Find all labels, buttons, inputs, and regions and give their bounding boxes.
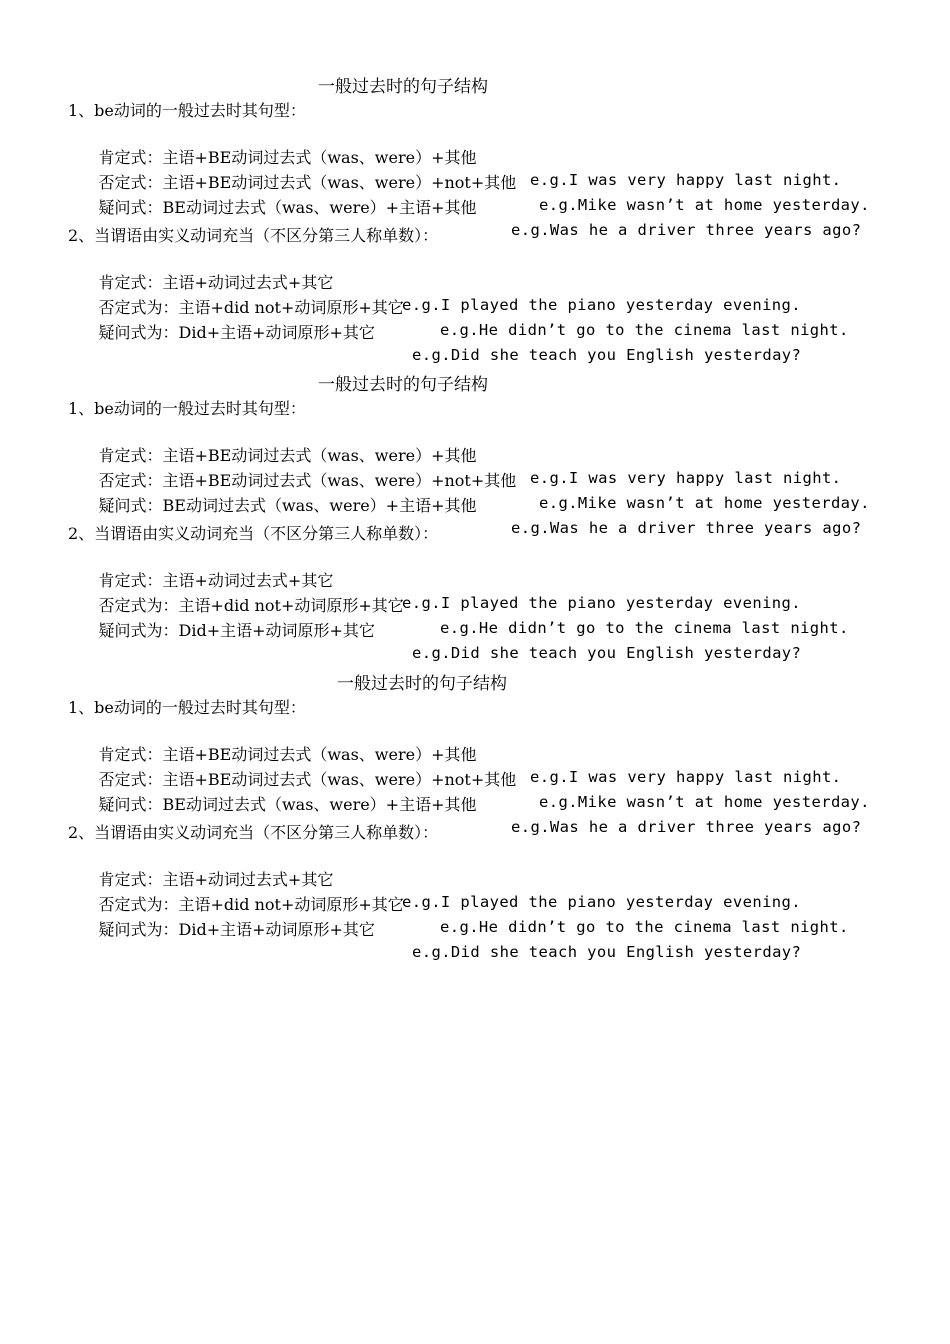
rule-text: 肯定式：主语+动词过去式+其它 xyxy=(98,571,334,590)
rule-text: 否定式：主语+BE动词过去式（was、were）+not+其他 xyxy=(98,770,517,789)
part1-heading: 1、be动词的一般过去时其句型： xyxy=(68,399,306,418)
example-text: e.g.Mike wasn’t at home yesterday. xyxy=(539,196,870,214)
part1-heading: 1、be动词的一般过去时其句型： xyxy=(68,101,306,120)
rule-text: 肯定式：主语+动词过去式+其它 xyxy=(98,870,334,889)
rule-text: 否定式：主语+BE动词过去式（was、were）+not+其他 xyxy=(98,173,517,192)
part2-heading: 2、当谓语由实义动词充当（不区分第三人称单数）： xyxy=(68,226,439,245)
example-text: e.g.He didn’t go to the cinema last night. xyxy=(440,321,849,339)
example-text: e.g.I played the piano yesterday evening. xyxy=(402,893,802,911)
rule-text: 否定式为：主语+did not+动词原形+其它 xyxy=(98,596,404,615)
example-text: e.g.I was very happy last night. xyxy=(530,469,842,487)
rule-text: 肯定式：主语+BE动词过去式（was、were）+其他 xyxy=(98,745,477,764)
example-text: e.g.Was he a driver three years ago? xyxy=(511,221,862,239)
example-text: e.g.Did she teach you English yesterday? xyxy=(412,943,802,961)
part2-heading: 2、当谓语由实义动词充当（不区分第三人称单数）： xyxy=(68,524,439,543)
rule-text: 疑问式为：Did+主语+动词原形+其它 xyxy=(98,323,375,342)
rule-text: 肯定式：主语+BE动词过去式（was、were）+其他 xyxy=(98,148,477,167)
part1-heading: 1、be动词的一般过去时其句型： xyxy=(68,698,306,717)
rule-text: 否定式为：主语+did not+动词原形+其它 xyxy=(98,895,404,914)
example-text: e.g.I was very happy last night. xyxy=(530,768,842,786)
rule-text: 疑问式：BE动词过去式（was、were）+主语+其他 xyxy=(98,496,477,515)
example-text: e.g.He didn’t go to the cinema last night. xyxy=(440,918,849,936)
rule-text: 否定式为：主语+did not+动词原形+其它 xyxy=(98,298,404,317)
rule-text: 疑问式为：Did+主语+动词原形+其它 xyxy=(98,920,375,939)
rule-text: 肯定式：主语+动词过去式+其它 xyxy=(98,273,334,292)
rule-text: 肯定式：主语+BE动词过去式（was、were）+其他 xyxy=(98,446,477,465)
example-text: e.g.Did she teach you English yesterday? xyxy=(412,346,802,364)
example-text: e.g.He didn’t go to the cinema last night. xyxy=(440,619,849,637)
part2-heading: 2、当谓语由实义动词充当（不区分第三人称单数）： xyxy=(68,823,439,842)
section-title: 一般过去时的句子结构 xyxy=(318,375,488,395)
section-title: 一般过去时的句子结构 xyxy=(318,77,488,97)
example-text: e.g.I played the piano yesterday evening. xyxy=(402,296,802,314)
example-text: e.g.Did she teach you English yesterday? xyxy=(412,644,802,662)
example-text: e.g.Was he a driver three years ago? xyxy=(511,519,862,537)
section-title: 一般过去时的句子结构 xyxy=(337,674,507,694)
example-text: e.g.I played the piano yesterday evening. xyxy=(402,594,802,612)
rule-text: 疑问式：BE动词过去式（was、were）+主语+其他 xyxy=(98,198,477,217)
rule-text: 否定式：主语+BE动词过去式（was、were）+not+其他 xyxy=(98,471,517,490)
example-text: e.g.Mike wasn’t at home yesterday. xyxy=(539,793,870,811)
rule-text: 疑问式：BE动词过去式（was、were）+主语+其他 xyxy=(98,795,477,814)
example-text: e.g.Was he a driver three years ago? xyxy=(511,818,862,836)
rule-text: 疑问式为：Did+主语+动词原形+其它 xyxy=(98,621,375,640)
example-text: e.g.I was very happy last night. xyxy=(530,171,842,189)
example-text: e.g.Mike wasn’t at home yesterday. xyxy=(539,494,870,512)
